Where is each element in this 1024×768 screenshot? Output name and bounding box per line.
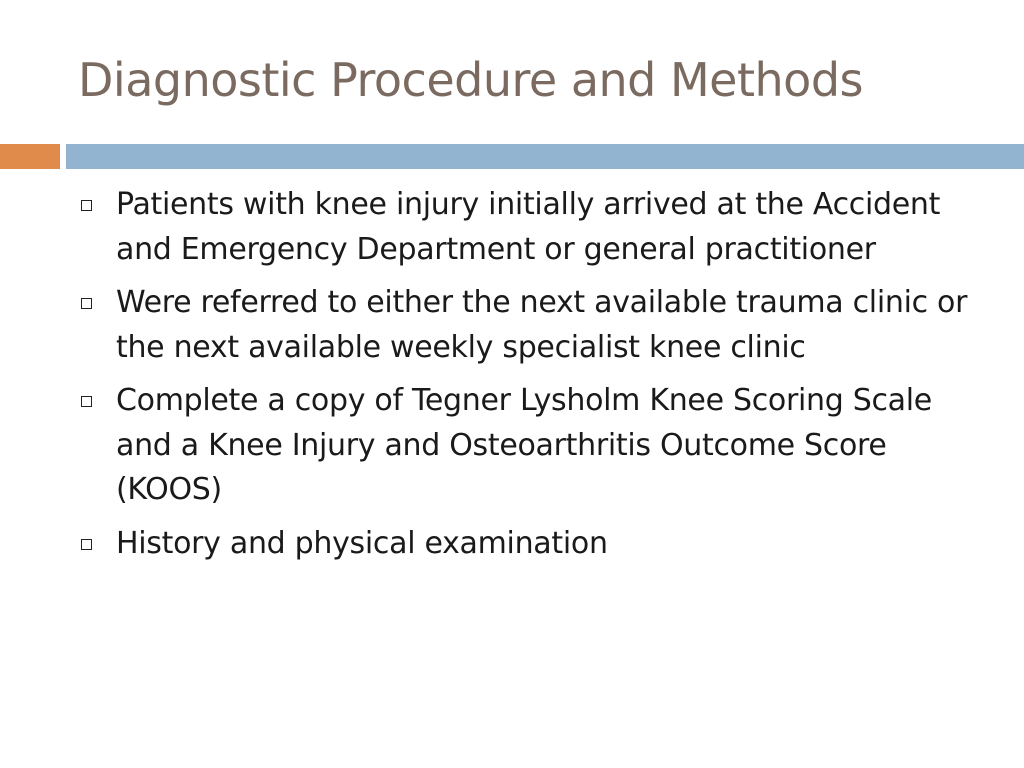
square-bullet-icon xyxy=(81,539,92,550)
bullet-text: Complete a copy of Tegner Lysholm Knee Scoring Scale and a Knee Injury and Osteoarthritis Outcome Score (KOOS) xyxy=(116,383,932,507)
bullet-item xyxy=(80,379,985,513)
square-bullet-icon xyxy=(81,200,92,211)
accent-bar-orange xyxy=(0,144,60,169)
bullet-text: History and physical examination xyxy=(116,525,608,561)
bullet-list xyxy=(80,183,985,575)
accent-bar-blue xyxy=(66,144,1024,169)
bullet-text: Patients with knee injury initially arrived at the Accident and Emergency Department or general practitioner xyxy=(116,187,941,267)
bullet-text: Were referred to either the next available trauma clinic or the next available weekly specialist knee clinic xyxy=(116,285,968,365)
square-bullet-icon xyxy=(81,298,92,309)
bullet-item xyxy=(80,522,985,567)
slide-title: Diagnostic Procedure and Methods xyxy=(78,53,863,107)
square-bullet-icon xyxy=(81,396,92,407)
bullet-item xyxy=(80,183,985,272)
bullet-item xyxy=(80,281,985,370)
